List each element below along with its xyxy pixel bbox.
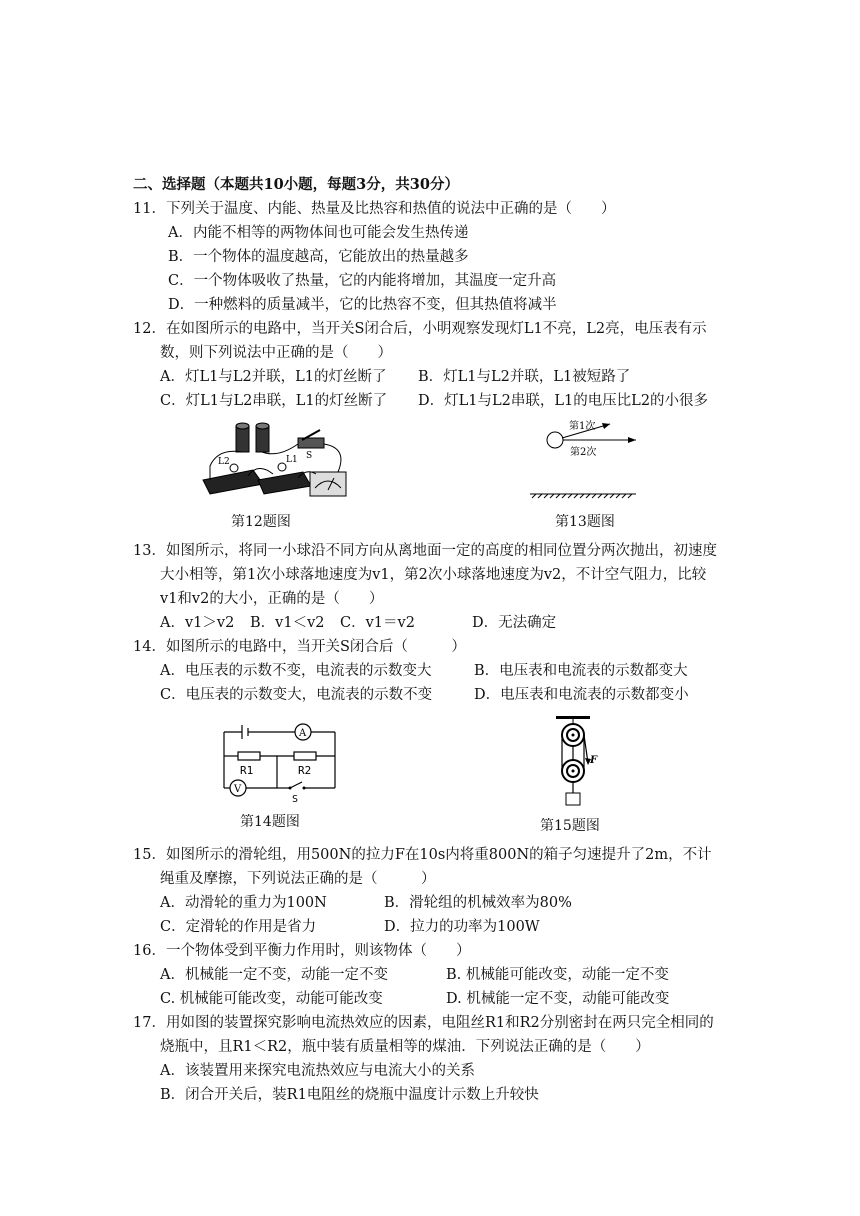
figure-13-throw bbox=[528, 418, 643, 500]
section-title: 二、选择题（本题共10小题，每题3分，共30分） bbox=[133, 176, 459, 193]
q12-option-d: D．灯L1与L2串联，L1的电压比L2的小很多 bbox=[418, 393, 709, 409]
q12-option-c: C．灯L1与L2串联，L1的灯丝断了 bbox=[160, 393, 388, 409]
figure-13-caption: 第13题图 bbox=[555, 514, 615, 530]
figure-14-caption: 第14题图 bbox=[240, 814, 300, 830]
q15-option-c: C．定滑轮的作用是省力 bbox=[160, 919, 317, 935]
q12-stem-line2: 数，则下列说法中正确的是（ ） bbox=[160, 345, 392, 361]
fig14-voltmeter-label: V bbox=[234, 784, 242, 795]
q13-stem-line3: v1和v2的大小，正确的是（ ） bbox=[160, 591, 384, 607]
figure-14-circuit bbox=[218, 720, 343, 805]
fig12-label-l1: L1 bbox=[286, 455, 298, 465]
q16-option-b: B. 机械能可能改变，动能一定不变 bbox=[446, 967, 669, 983]
q11-option-b: B．一个物体的温度越高，它能放出的热量越多 bbox=[168, 249, 469, 265]
q13-stem-line2: 大小相等，第1次小球落地速度为v1，第2次小球落地速度为v2，不计空气阻力，比较 bbox=[160, 567, 707, 583]
q13-option-c: C．v1＝v2 bbox=[340, 615, 415, 631]
q14-option-a: A．电压表的示数不变，电流表的示数变大 bbox=[160, 663, 432, 679]
fig12-label-l2: L2 bbox=[218, 457, 230, 467]
fig14-switch-label: S bbox=[292, 794, 299, 805]
fig13-label-first: 第1次 bbox=[569, 421, 596, 432]
figure-15-caption: 第15题图 bbox=[540, 818, 600, 834]
q13-option-d: D．无法确定 bbox=[472, 615, 557, 631]
q17-option-a: A．该装置用来探究电流热效应与电流大小的关系 bbox=[160, 1063, 475, 1079]
fig14-r2-label: R2 bbox=[298, 764, 312, 777]
fig14-r1-label: R1 bbox=[240, 764, 254, 777]
figure-12-caption: 第12题图 bbox=[231, 514, 291, 530]
q12-option-b: B．灯L1与L2并联，L1被短路了 bbox=[418, 369, 631, 385]
q11-stem: 11．下列关于温度、内能、热量及比热容和热值的说法中正确的是（ ） bbox=[133, 201, 616, 217]
q15-option-b: B．滑轮组的机械效率为80% bbox=[384, 895, 572, 911]
q16-stem: 16．一个物体受到平衡力作用时，则该物体（ ） bbox=[133, 943, 471, 959]
fig12-label-s: S bbox=[306, 451, 313, 461]
q11-option-c: C．一个物体吸收了热量，它的内能将增加，其温度一定升高 bbox=[168, 273, 557, 289]
q13-option-a: A．v1＞v2 bbox=[160, 615, 235, 631]
q17-option-b: B．闭合开关后，装R1电阻丝的烧瓶中温度计示数上升较快 bbox=[160, 1087, 539, 1103]
q15-stem-line2: 绳重及摩擦，下列说法正确的是（ ） bbox=[160, 871, 436, 887]
q16-option-d: D. 机械能一定不变，动能可能改变 bbox=[446, 991, 670, 1007]
q17-stem-line2: 烧瓶中，且R1＜R2，瓶中装有质量相等的煤油．下列说法正确的是（ ） bbox=[160, 1039, 650, 1055]
fig15-force-label: F bbox=[590, 755, 598, 766]
q11-option-d: D．一种燃料的质量减半，它的比热容不变，但其热值将减半 bbox=[168, 297, 557, 313]
q13-stem-line1: 13．如图所示，将同一小球沿不同方向从离地面一定的高度的相同位置分两次抛出，初速度 bbox=[133, 543, 717, 559]
fig14-ammeter-label: A bbox=[299, 728, 307, 739]
figure-15-pulley bbox=[552, 715, 598, 807]
q14-option-d: D．电压表和电流表的示数都变小 bbox=[474, 687, 689, 703]
q11-option-a: A．内能不相等的两物体间也可能会发生热传递 bbox=[168, 225, 469, 241]
q16-option-a: A．机械能一定不变，动能一定不变 bbox=[160, 967, 388, 983]
q14-option-c: C．电压表的示数变大，电流表的示数不变 bbox=[160, 687, 433, 703]
q15-stem-line1: 15．如图所示的滑轮组，用500N的拉力F在10s内将重800N的箱子匀速提升了2m，不计 bbox=[133, 847, 712, 863]
fig13-label-second: 第2次 bbox=[570, 447, 597, 458]
q14-option-b: B．电压表和电流表的示数都变大 bbox=[474, 663, 688, 679]
figure-12-circuit bbox=[198, 418, 358, 500]
q14-stem: 14．如图所示的电路中，当开关S闭合后（ ） bbox=[133, 639, 466, 655]
q13-option-b: B．v1＜v2 bbox=[250, 615, 325, 631]
q12-stem-line1: 12．在如图所示的电路中，当开关S闭合后，小明观察发现灯L1不亮，L2亮，电压表有示 bbox=[133, 321, 707, 337]
q15-option-a: A．动滑轮的重力为100N bbox=[160, 895, 327, 911]
q17-stem-line1: 17．用如图的装置探究影响电流热效应的因素，电阻丝R1和R2分别密封在两只完全相同的 bbox=[133, 1015, 714, 1031]
q12-option-a: A．灯L1与L2并联，L1的灯丝断了 bbox=[160, 369, 387, 385]
q15-option-d: D．拉力的功率为100W bbox=[384, 919, 540, 935]
q16-option-c: C. 机械能可能改变，动能可能改变 bbox=[160, 991, 383, 1007]
